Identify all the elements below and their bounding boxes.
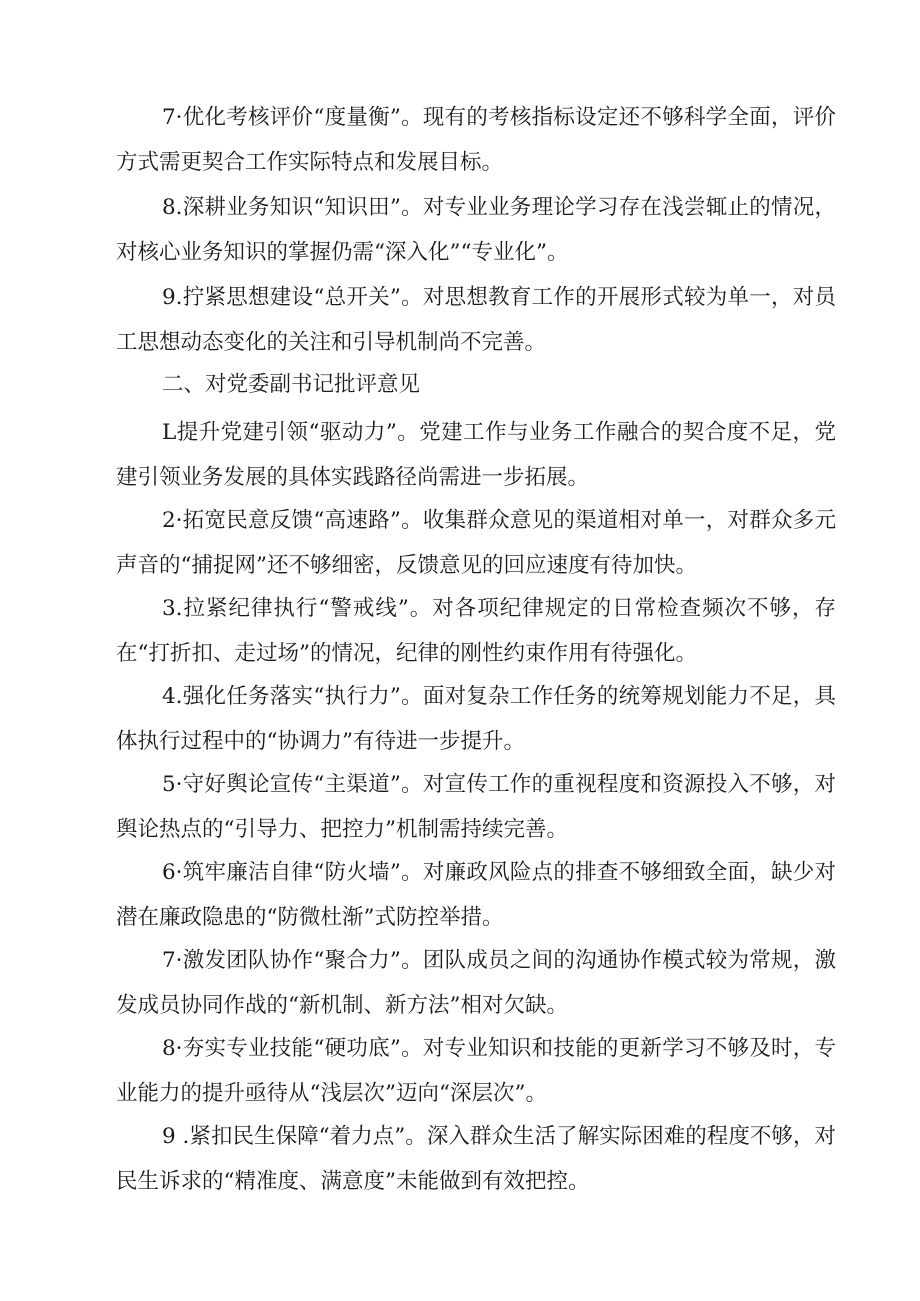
paragraph-item-5: 5·守好舆论宣传“主渠道”。对宣传工作的重视程度和资源投入不够，对舆论热点的“引导力、把控力”机制需持续完善。 [116,772,836,842]
section-heading: 二、对党委副书记批评意见 [162,372,421,397]
paragraph-item-8b: 8·夯实专业技能“硬功底”。对专业知识和技能的更新学习不够及时，专业能力的提升亟待从“浅层次”迈向“深层次”。 [116,1036,836,1106]
paragraph-item-7: 7·优化考核评价“度量衡”。现有的考核指标设定还不够科学全面，评价方式需更契合工作实际特点和发展目标。 [116,105,836,175]
paragraph-item-3: 3.拉紧纪律执行“警戒线”。对各项纪律规定的日常检查频次不够，存在“打折扣、走过场”的情况，纪律的刚性约束作用有待强化。 [116,596,836,666]
paragraph-item-4: 4.强化任务落实“执行力”。面对复杂工作任务的统筹规划能力不足，具体执行过程中的“协调力”有待进一步提升。 [116,684,836,754]
paragraph-item-2: 2·拓宽民意反馈“高速路”。收集群众意见的渠道相对单一，对群众多元声音的“捕捉网”还不够细密，反馈意见的回应速度有待加快。 [116,508,836,578]
paragraph-item-9: 9.拧紧思想建设“总开关”。对思想教育工作的开展形式较为单一，对员工思想动态变化的关注和引导机制尚不完善。 [116,285,836,355]
paragraph-item-9b: 9 .紧扣民生保障“着力点”。深入群众生活了解实际困难的程度不够，对民生诉求的“精准度、满意度”未能做到有效把控。 [116,1124,836,1194]
paragraph-item-6: 6·筑牢廉洁自律“防火墙”。对廉政风险点的排查不够细致全面，缺少对潜在廉政隐患的“防微杜渐”式防控举措。 [116,860,836,930]
paragraph-item-7b: 7·激发团队协作“聚合力”。团队成员之间的沟通协作模式较为常规，激发成员协同作战的“新机制、新方法”相对欠缺。 [116,948,836,1018]
paragraph-item-1: L提升党建引领“驱动力”。党建工作与业务工作融合的契合度不足，党建引领业务发展的具体实践路径尚需进一步拓展。 [116,420,836,490]
paragraph-item-8: 8.深耕业务知识“知识田”。对专业业务理论学习存在浅尝辄止的情况，对核心业务知识的掌握仍需“深入化”“专业化”。 [116,195,836,265]
